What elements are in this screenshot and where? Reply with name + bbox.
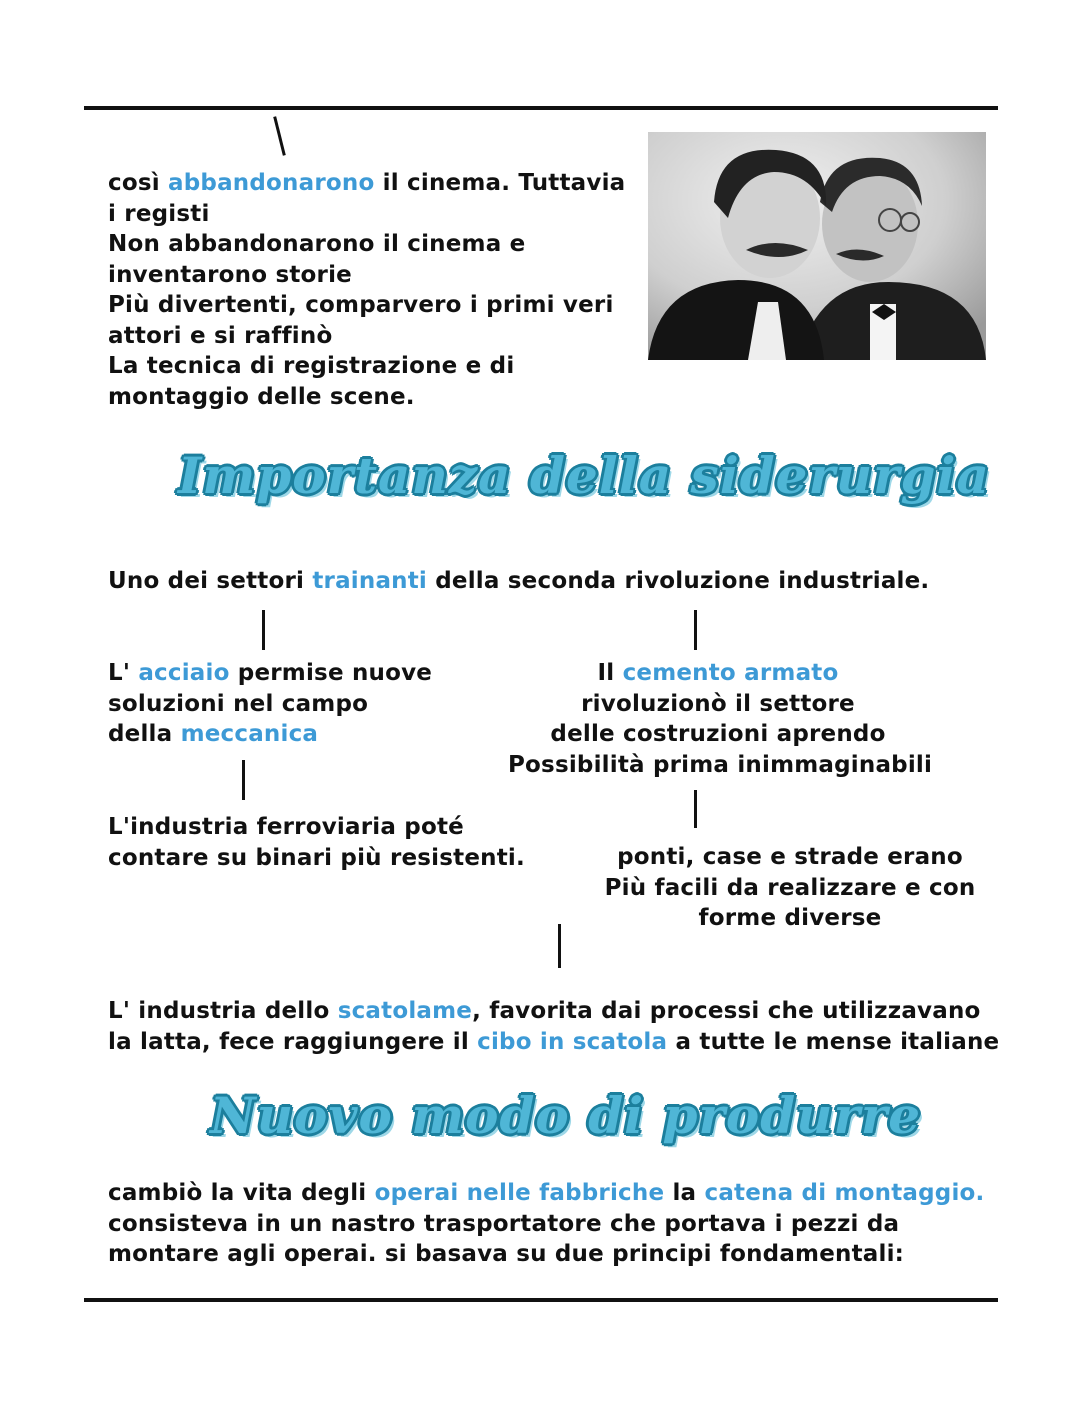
scatolame-paragraph [108,996,999,1057]
cemento-block [508,658,933,780]
text-line [108,229,625,260]
text-line [108,199,625,230]
text-line [508,658,928,689]
text-line [108,382,625,413]
text-line [108,843,525,874]
text-segment: L' industria dello [108,998,338,1024]
connector-lead-right [694,610,697,650]
text-line [108,1239,985,1270]
text-line [108,1209,985,1240]
text-segment: L'industria ferroviaria poté [108,814,464,840]
text-line [108,321,625,352]
text-segment: Non abbandonarono il cinema e [108,231,526,257]
text-line [508,750,933,781]
text-segment: contare su binari più resistenti. [108,844,525,871]
text-line [108,351,625,382]
text-line [108,996,999,1027]
text-line [108,812,525,843]
text-segment: Il [597,660,623,686]
ferroviaria-block [108,812,525,873]
text-segment: cambiò la vita degli [108,1180,375,1206]
text-segment: consisteva in un nastro trasportatore che portava i pezzi da [108,1210,900,1237]
text-segment: Uno dei settori [108,568,313,594]
text-segment: la latta, fece raggiungere il [108,1028,478,1055]
text-segment: La tecnica di registrazione e di [108,353,515,379]
text-line [108,260,625,291]
text-segment: così [108,170,169,196]
text-segment: montaggio delle scene. [108,383,415,410]
text-segment: ponti, case e strade erano [617,844,963,870]
text-segment: L' [108,660,139,686]
highlight-term: cemento armato [622,660,839,686]
text-line [108,689,432,720]
text-segment: forme diverse [698,905,882,931]
text-segment: attori e si raffinò [108,322,333,349]
lumiere-brothers-photo [648,132,986,360]
text-line [590,873,990,904]
nuovo-modo-paragraph [108,1178,985,1270]
text-segment: inventarono storie [108,261,352,288]
text-segment: della [108,721,181,747]
text-line [590,903,990,934]
acciaio-block [108,658,432,750]
section-title-siderurgia: Importanza della siderurgia [178,446,990,505]
text-segment: Più facili da realizzare e con [604,874,976,901]
text-line [108,290,625,321]
highlight-term: abbandonarono [168,170,375,196]
text-line [508,719,928,750]
text-segment: rivoluzionò il settore [581,690,855,717]
text-segment: Possibilità prima inimmaginabili [508,751,933,778]
top-rule [84,106,998,110]
siderurgia-lead [108,566,929,597]
highlight-term: acciaio [138,660,230,686]
text-segment: soluzioni nel campo [108,690,369,717]
highlight-term: scatolame [337,998,473,1024]
highlight-term: trainanti [312,568,428,594]
connector-top [273,116,286,156]
highlight-term: operai nelle fabbriche [374,1180,665,1206]
connector-lead-left [262,610,265,650]
highlight-term: cibo in scatola [477,1028,668,1055]
text-segment: , favorita dai processi che utilizzavano [472,998,981,1024]
connector-left-middle [242,760,245,800]
text-segment: della seconda rivoluzione industriale. [427,568,930,594]
text-line [108,719,432,750]
section-title-nuovo-modo: Nuovo modo di produrre [210,1086,922,1145]
portrait-image [648,132,986,360]
text-segment: montare agli operai. si basava su due principi fondamentali: [108,1241,905,1267]
text-segment: Più divertenti, comparvero i primi veri [108,292,614,318]
text-segment: permise nuove [229,660,433,686]
text-segment: il cinema. Tuttavia [374,170,626,196]
highlight-term: meccanica [180,721,319,747]
text-segment: la [664,1180,705,1206]
connector-right-middle [694,790,697,828]
highlight-term: catena di montaggio. [704,1180,985,1206]
connector-bottom [558,924,561,968]
text-segment: i registi [108,200,210,227]
text-segment: delle costruzioni aprendo [550,721,886,747]
text-segment: a tutte le mense italiane [667,1028,1000,1055]
text-line [108,1178,985,1209]
text-line [590,842,990,873]
text-line [108,566,929,597]
text-line [108,658,432,689]
intro-paragraph [108,168,625,412]
bottom-rule [84,1298,998,1302]
text-line [508,689,928,720]
text-line [108,168,625,199]
text-line [108,1027,999,1058]
costruzioni-block [590,842,990,934]
